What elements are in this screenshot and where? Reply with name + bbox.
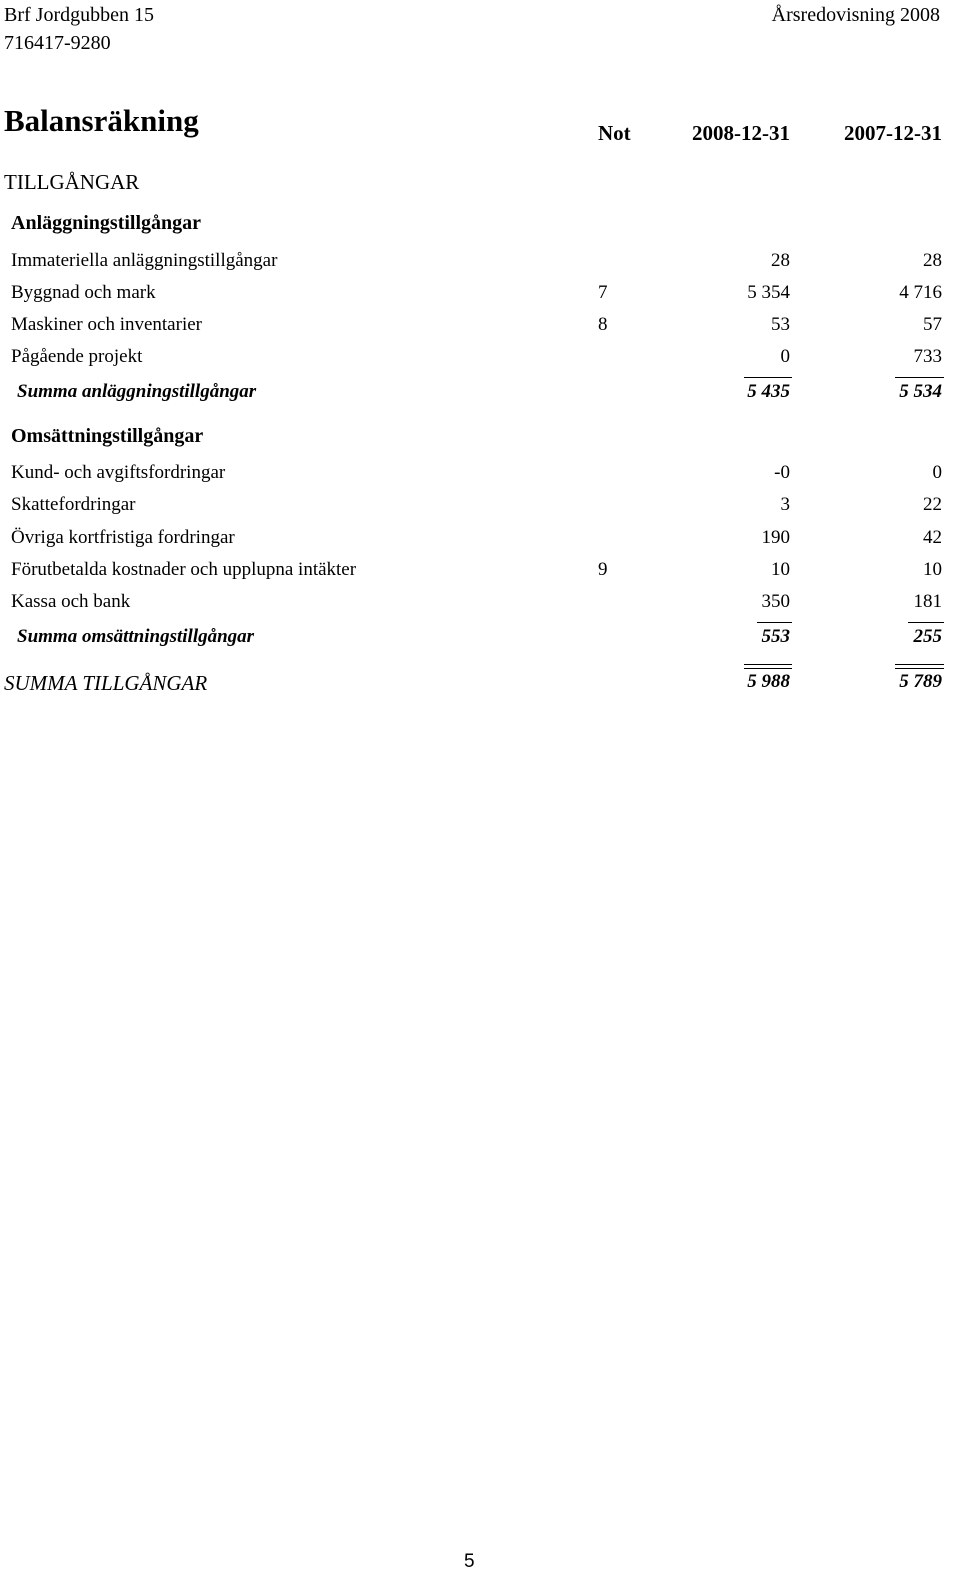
column-previous-header: 2007-12-31 [844,121,942,145]
row-value-previous: 733 [913,346,942,367]
organisation-number: 716417-9280 [4,32,111,54]
company-name: Brf Jordgubben 15 [4,4,154,26]
total-label: Summa omsättningstillgångar [17,626,255,647]
column-current-header: 2008-12-31 [692,121,790,145]
row-value-previous: 57 [923,314,942,335]
section-heading-assets: TILLGÅNGAR [4,170,140,194]
fixed-assets-heading: Anläggningstillgångar [11,212,202,234]
fixed-assets-total-row [0,381,960,407]
table-row [0,591,960,617]
total-value-previous: 255 [913,626,942,647]
row-note: 8 [598,314,608,335]
grand-total-row [0,671,960,697]
row-label: Förutbetalda kostnader och upplupna intäkter [11,559,357,580]
page-number: 5 [464,1551,475,1572]
grand-total-line-current [744,664,792,669]
row-value-previous: 10 [923,559,942,580]
row-value-previous: 22 [923,494,942,515]
table-row [0,527,960,553]
grand-total-previous: 5 789 [899,671,942,692]
row-label: Kassa och bank [11,591,131,612]
row-value-current: 5 354 [747,282,790,303]
row-value-previous: 42 [923,527,942,548]
total-value-previous: 5 534 [899,381,942,402]
table-row [0,559,960,585]
row-label: Pågående projekt [11,346,143,367]
table-row [0,494,960,520]
row-note: 7 [598,282,608,303]
page-title: Balansräkning [4,103,199,138]
row-value-current: 10 [771,559,790,580]
subtotal-line-current [757,622,792,623]
table-row [0,282,960,308]
row-value-current: 53 [771,314,790,335]
column-note-header: Not [598,121,631,145]
subtotal-line-previous [908,622,944,623]
row-label: Skattefordringar [11,494,136,515]
row-note: 9 [598,559,608,580]
row-value-current: 0 [780,346,790,367]
row-label: Maskiner och inventarier [11,314,202,335]
grand-total-label: SUMMA TILLGÅNGAR [4,671,208,695]
row-value-current: 190 [761,527,790,548]
subtotal-line-current [744,377,792,378]
row-value-current: 28 [771,250,790,271]
total-value-current: 5 435 [747,381,790,402]
row-label: Kund- och avgiftsfordringar [11,462,226,483]
current-assets-total-row [0,626,960,652]
total-value-current: 553 [761,626,790,647]
row-value-previous: 181 [913,591,942,612]
grand-total-line-previous [895,664,944,669]
row-value-current: -0 [774,462,790,483]
subtotal-line-previous [895,377,944,378]
grand-total-current: 5 988 [747,671,790,692]
row-label: Immateriella anläggningstillgångar [11,250,278,271]
total-label: Summa anläggningstillgångar [17,381,257,402]
row-label: Byggnad och mark [11,282,156,303]
table-row [0,346,960,372]
row-value-previous: 4 716 [899,282,942,303]
row-value-current: 350 [761,591,790,612]
row-label: Övriga kortfristiga fordringar [11,527,235,548]
report-title: Årsredovisning 2008 [771,4,940,26]
row-value-current: 3 [780,494,790,515]
row-value-previous: 28 [923,250,942,271]
row-value-previous: 0 [932,462,942,483]
table-row [0,462,960,488]
current-assets-heading: Omsättningstillgångar [11,425,204,447]
table-row [0,314,960,340]
table-row [0,250,960,276]
